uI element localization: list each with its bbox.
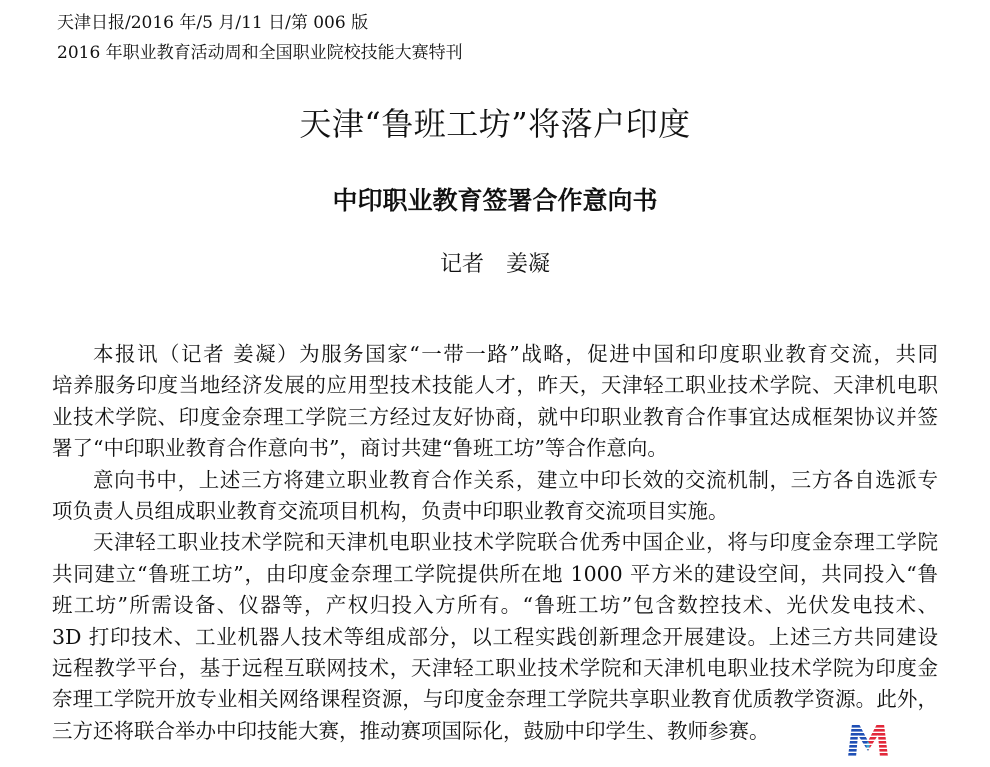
article-subtitle: 中印职业教育签署合作意向书 — [332, 186, 658, 215]
paragraph-line: 业技术学院、印度金奈理工学院三方经过友好协商，就中印职业教育合作事宜达成框架协议并签 — [52, 404, 938, 429]
paragraph-line: 项负责人员组成职业教育交流项目机构，负责中印职业教育交流项目实施。 — [52, 498, 729, 523]
paragraph-line: 天津轻工职业技术学院和天津机电职业技术学院联合优秀中国企业，将与印度金奈理工学院 — [93, 530, 938, 555]
paragraph-line: 意向书中，上述三方将建立职业教育合作关系，建立中印长效的交流机制，三方各自选派专 — [93, 467, 938, 492]
paragraph-line: 共同建立“鲁班工坊”，由印度金奈理工学院提供所在地 1000 平方米的建设空间，共同投入“鲁 — [52, 561, 938, 586]
paragraph-line: 奈理工学院开放专业相关网络课程资源，与印度金奈理工学院共享职业教育优质教学资源。此外， — [52, 687, 938, 712]
paragraph-line: 培养服务印度当地经济发展的应用型技术技能人才，昨天，天津轻工职业技术学院、天津机电职 — [52, 373, 938, 398]
paragraph-line: 远程教学平台，基于远程互联网技术，天津轻工职业技术学院和天津机电职业技术学院为印度金 — [52, 655, 938, 680]
issue-line: 2016 年职业教育活动周和全国职业院校技能大赛特刊 — [57, 43, 463, 63]
source-line: 天津日报/2016 年/5 月/11 日/第 006 版 — [57, 13, 369, 33]
article-body — [52, 339, 938, 747]
paragraph-3 — [52, 527, 938, 747]
paragraph-line: 三方还将联合举办中印技能大赛，推动赛项国际化，鼓励中印学生、教师参赛。 — [52, 718, 770, 743]
article-title: 天津“鲁班工坊”将落户印度 — [299, 105, 691, 143]
paragraph-1 — [52, 339, 938, 465]
paragraph-2 — [52, 465, 938, 528]
paragraph-line: 署了“中印职业教育合作意向书”，商讨共建“鲁班工坊”等合作意向。 — [52, 436, 668, 461]
article-byline: 记者 姜凝 — [439, 252, 550, 277]
m-logo-icon — [846, 721, 890, 759]
paragraph-line: 本报讯（记者 姜凝）为服务国家“一带一路”战略，促进中国和印度职业教育交流，共同 — [93, 342, 938, 366]
paragraph-line: 3D 打印技术、工业机器人技术等组成部分，以工程实践创新理念开展建设。上述三方共同建设 — [52, 624, 938, 649]
paragraph-line: 班工坊”所需设备、仪器等，产权归投入方所有。“鲁班工坊”包含数控技术、光伏发电技术、 — [52, 593, 938, 618]
